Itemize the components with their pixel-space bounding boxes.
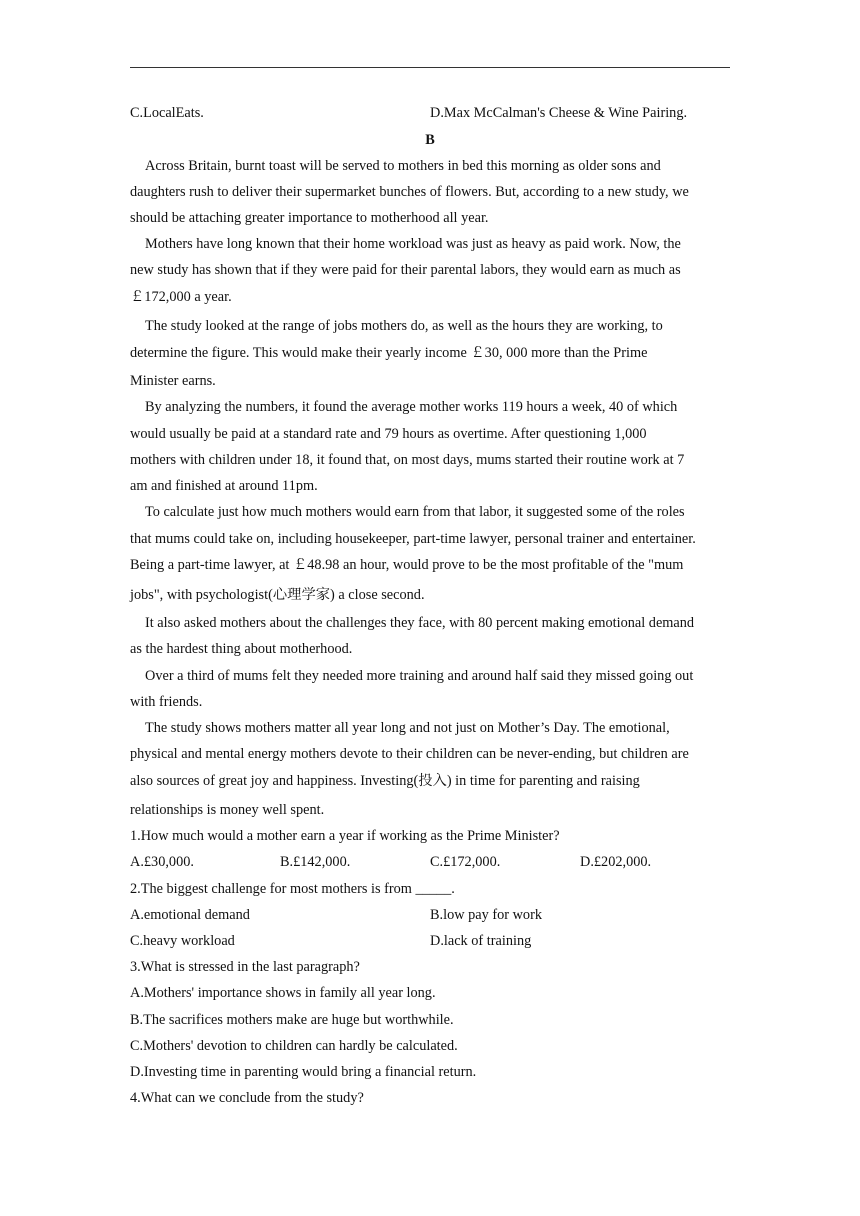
passage-line: ￡172,000 a year. [130, 289, 232, 305]
passage-line: am and finished at around 11pm. [130, 478, 318, 494]
passage-line: By analyzing the numbers, it found the average mother works 119 hours a week, 40 of which [145, 399, 678, 415]
option-a: A.£30,000. [130, 854, 194, 870]
section-label: B [425, 132, 435, 148]
option-a: A.Mothers' importance shows in family all year long. [130, 985, 436, 1001]
option-c: C.Mothers' devotion to children can hardly be calculated. [130, 1038, 458, 1054]
passage-line: It also asked mothers about the challenges they face, with 80 percent making emotional demand [145, 615, 695, 631]
passage-line: also sources of great joy and happiness. Investing(投入) in time for parenting and raising [130, 773, 640, 789]
passage-line: The study shows mothers matter all year long and not just on Mother’s Day. The emotional, [145, 720, 670, 736]
option-d: D.lack of training [430, 933, 532, 949]
question-stem: 2.The biggest challenge for most mothers is from _____. [130, 881, 455, 897]
passage-line: mothers with children under 18, it found that, on most days, mums started their routine work at 7 [130, 452, 685, 468]
option-b: B.low pay for work [430, 907, 542, 923]
option-d: D.£202,000. [580, 854, 652, 870]
option-d: D.Investing time in parenting would bring a financial return. [130, 1064, 477, 1080]
passage-line: To calculate just how much mothers would earn from that labor, it suggested some of the roles [145, 504, 685, 520]
passage-line: would usually be paid at a standard rate and 79 hours as overtime. After questioning 1,000 [130, 426, 647, 442]
passage-line: Across Britain, burnt toast will be served to mothers in bed this morning as older sons and [145, 158, 661, 174]
prev-option-c: C.LocalEats. [130, 105, 204, 121]
passage-line: The study looked at the range of jobs mothers do, as well as the hours they are working, to [145, 318, 663, 334]
option-b: B.£142,000. [280, 854, 351, 870]
header-rule [130, 67, 730, 68]
passage-line: jobs", with psychologist(心理学家) a close second. [130, 587, 425, 603]
question-stem: 4.What can we conclude from the study? [130, 1090, 364, 1106]
passage-line: with friends. [130, 694, 203, 710]
option-c: C.£172,000. [430, 854, 501, 870]
passage-line: Mothers have long known that their home workload was just as heavy as paid work. Now, the [145, 236, 681, 252]
option-c: C.heavy workload [130, 933, 235, 949]
passage-line: that mums could take on, including housekeeper, part-time lawyer, personal trainer and entertainer. [130, 531, 696, 547]
option-b: B.The sacrifices mothers make are huge but worthwhile. [130, 1012, 454, 1028]
question-stem: 3.What is stressed in the last paragraph? [130, 959, 360, 975]
passage-line: as the hardest thing about motherhood. [130, 641, 353, 657]
passage-line: Over a third of mums felt they needed more training and around half said they missed going out [145, 668, 694, 684]
prev-option-d: D.Max McCalman's Cheese & Wine Pairing. [430, 105, 688, 121]
passage-line: daughters rush to deliver their supermarket bunches of flowers. But, according to a new study, we [130, 184, 689, 200]
passage-line: new study has shown that if they were paid for their parental labors, they would earn as much as [130, 262, 681, 278]
passage-line: Minister earns. [130, 373, 216, 389]
passage-line: relationships is money well spent. [130, 802, 325, 818]
passage-line: should be attaching greater importance to motherhood all year. [130, 210, 489, 226]
passage-line: Being a part-time lawyer, at ￡48.98 an hour, would prove to be the most profitable of the "mum [130, 557, 684, 573]
passage-line: physical and mental energy mothers devote to their children can be never-ending, but children are [130, 746, 689, 762]
option-a: A.emotional demand [130, 907, 250, 923]
passage-line: determine the figure. This would make their yearly income ￡30, 000 more than the Prime [130, 345, 648, 361]
question-stem: 1.How much would a mother earn a year if working as the Prime Minister? [130, 828, 560, 844]
